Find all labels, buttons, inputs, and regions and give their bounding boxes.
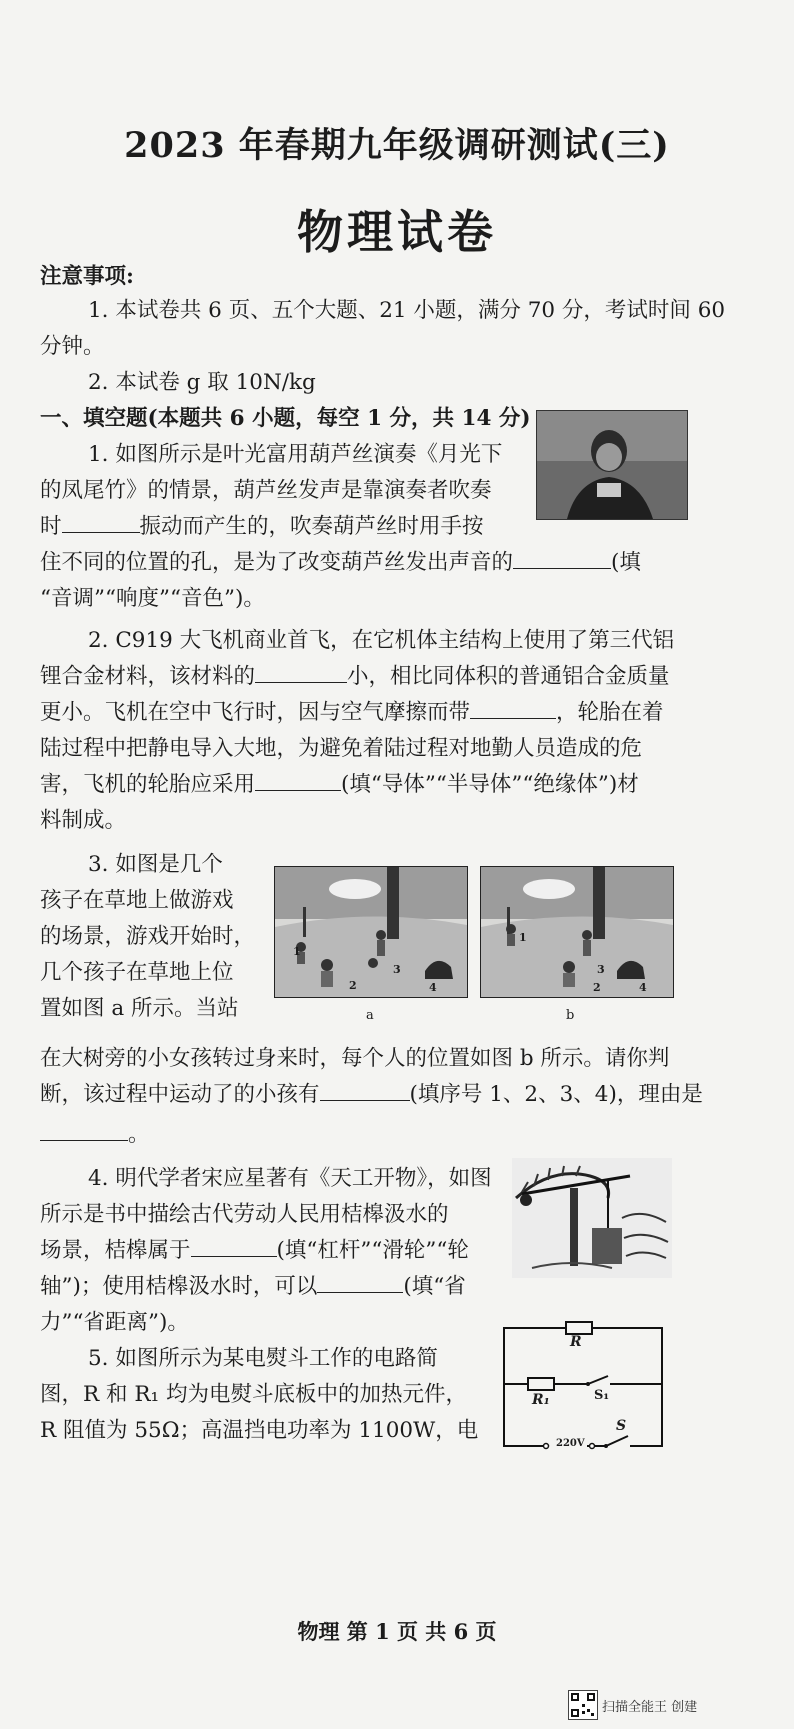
q2-line-4: 陆过程中把静电导入大地，为避免着陆过程对地勤人员造成的危 xyxy=(40,736,643,761)
fig-a-label-3: 3 xyxy=(393,963,401,976)
q4-line-4a: 轴”)；使用桔槔汲水时，可以 xyxy=(40,1274,318,1299)
q4-blank-1[interactable] xyxy=(191,1236,277,1257)
notice-item-1: 1. 本试卷共 6 页、五个大题、21 小题，满分 70 分，考试时间 60 xyxy=(88,298,726,323)
fig-b-label-1: 1 xyxy=(519,931,527,944)
q2-blank-2[interactable] xyxy=(470,698,556,719)
circuit-label-s1: S₁ xyxy=(594,1388,610,1403)
qr-code-icon xyxy=(568,1690,598,1720)
q5-line-2: 图，R 和 R₁ 均为电熨斗底板中的加热元件， xyxy=(40,1382,467,1407)
hulusi-player-photo xyxy=(536,410,688,520)
q5-line-3: R 阻值为 55Ω；高温挡电功率为 1100W，电 xyxy=(40,1418,479,1443)
q3-blank-1[interactable] xyxy=(320,1080,410,1101)
q4-line-2: 所示是书中描绘古代劳动人民用桔槔汲水的 xyxy=(40,1202,449,1227)
q1-line-4a: 住不同的位置的孔，是为了改变葫芦丝发出声音的 xyxy=(40,550,514,575)
q4-line-4 xyxy=(40,1272,466,1302)
q1-blank-2[interactable] xyxy=(513,548,611,569)
q2-blank-3[interactable] xyxy=(255,770,341,791)
notice-item-1-cont: 分钟。 xyxy=(40,334,105,359)
q2-line-6: 料制成。 xyxy=(40,808,127,833)
circuit-label-r: R xyxy=(570,1334,582,1350)
q1-line-4b: (填 xyxy=(611,550,641,575)
q4-line-4b: (填“省 xyxy=(403,1274,466,1299)
q1-line-4 xyxy=(40,548,641,578)
notice-heading: 注意事项: xyxy=(40,264,134,289)
q3-line-4: 几个孩子在草地上位 xyxy=(40,960,234,985)
fig-a-label-4: 4 xyxy=(429,981,437,994)
fig-b-label-3: 3 xyxy=(597,963,605,976)
circuit-diagram-icon xyxy=(496,1320,676,1456)
q1-line-5: “音调”“响度”“音色”)。 xyxy=(40,586,265,611)
page-footer: 物理 第 1 页 共 6 页 xyxy=(297,1619,497,1644)
q4-line-3 xyxy=(40,1236,469,1266)
q2-line-3 xyxy=(40,698,664,728)
circuit-label-voltage: 220V xyxy=(556,1438,585,1449)
q1-line-2: 的凤尾竹》的情景，葫芦丝发声是靠演奏者吹奏 xyxy=(40,478,492,503)
fig-b-label-2: 2 xyxy=(593,981,601,994)
q3-line-7a: 断，该过程中运动了的小孩有 xyxy=(40,1082,320,1107)
well-sweep-illustration xyxy=(512,1158,672,1278)
exam-subtitle: 物理试卷 xyxy=(297,205,497,259)
q2-blank-1[interactable] xyxy=(255,662,347,683)
player-photo-icon xyxy=(537,411,687,519)
playground-scene-icon xyxy=(275,867,467,997)
q3-line-6: 在大树旁的小女孩转过身来时，每个人的位置如图 b 所示。请你判 xyxy=(40,1046,670,1071)
q3-blank-2[interactable] xyxy=(40,1120,128,1141)
q1-line-3 xyxy=(40,512,484,542)
q3-line-8-end: 。 xyxy=(128,1122,150,1147)
circuit-label-r1: R₁ xyxy=(532,1392,550,1408)
q2-line-5 xyxy=(40,770,639,800)
q2-line-2b: 小，相比同体积的普通铝合金质量 xyxy=(347,664,670,689)
q1-line-3a: 时 xyxy=(40,514,62,539)
fig-a-label-1: 1 xyxy=(293,945,301,958)
fig-a-label-2: 2 xyxy=(349,979,357,992)
q1-line-3b: 振动而产生的，吹奏葫芦丝时用手按 xyxy=(139,514,484,539)
q2-line-5b: (填“导体”“半导体”“绝缘体”)材 xyxy=(341,772,639,797)
figure-b-scene xyxy=(480,866,674,998)
q2-line-3a: 更小。飞机在空中飞行时，因与空气摩擦而带 xyxy=(40,700,471,725)
section-heading: 一、填空题(本题共 6 小题，每空 1 分，共 14 分) xyxy=(40,406,531,431)
q3-line-1: 3. 如图是几个 xyxy=(88,852,223,877)
q2-line-2 xyxy=(40,662,670,692)
well-sweep-icon xyxy=(512,1158,672,1278)
circuit-diagram xyxy=(496,1320,676,1456)
q4-line-3a: 场景，桔槔属于 xyxy=(40,1238,191,1263)
qr-code-glyph xyxy=(569,1691,597,1719)
q2-line-2a: 锂合金材料，该材料的 xyxy=(40,664,256,689)
q3-line-2: 孩子在草地上做游戏 xyxy=(40,888,234,913)
playground-scene-icon xyxy=(481,867,673,997)
notice-item-2: 2. 本试卷 g 取 10N/kg xyxy=(88,370,316,395)
exam-title: 2023 年春期九年级调研测试(三) xyxy=(124,125,670,166)
scanner-watermark: 扫描全能王 创建 xyxy=(602,1700,698,1715)
q3-line-5: 置如图 a 所示。当站 xyxy=(40,996,239,1021)
circuit-label-s: S xyxy=(616,1418,627,1434)
q3-line-8 xyxy=(40,1120,150,1150)
q2-line-5a: 害，飞机的轮胎应采用 xyxy=(40,772,256,797)
q3-line-7b: (填序号 1、2、3、4)，理由是 xyxy=(409,1082,703,1107)
q1-blank-1[interactable] xyxy=(62,512,140,533)
q2-line-1: 2. C919 大飞机商业首飞，在它机体主结构上使用了第三代铝 xyxy=(88,628,675,653)
q4-blank-2[interactable] xyxy=(317,1272,403,1293)
q4-line-1: 4. 明代学者宋应星著有《天工开物》，如图 xyxy=(88,1166,492,1191)
q4-line-5: 力”“省距离”)。 xyxy=(40,1310,189,1335)
q3-line-7 xyxy=(40,1080,703,1110)
q4-line-3b: (填“杠杆”“滑轮”“轮 xyxy=(276,1238,469,1263)
q1-line-1: 1. 如图所示是叶光富用葫芦丝演奏《月光下 xyxy=(88,442,503,467)
q2-line-3b: ，轮胎在着 xyxy=(556,700,664,725)
fig-b-label-4: 4 xyxy=(639,981,647,994)
q5-line-1: 5. 如图所示为某电熨斗工作的电路简 xyxy=(88,1346,438,1371)
figure-b-caption: b xyxy=(566,1008,575,1023)
figure-a-caption: a xyxy=(366,1008,374,1023)
q3-line-3: 的场景，游戏开始时， xyxy=(40,924,256,949)
figure-a-scene xyxy=(274,866,468,998)
